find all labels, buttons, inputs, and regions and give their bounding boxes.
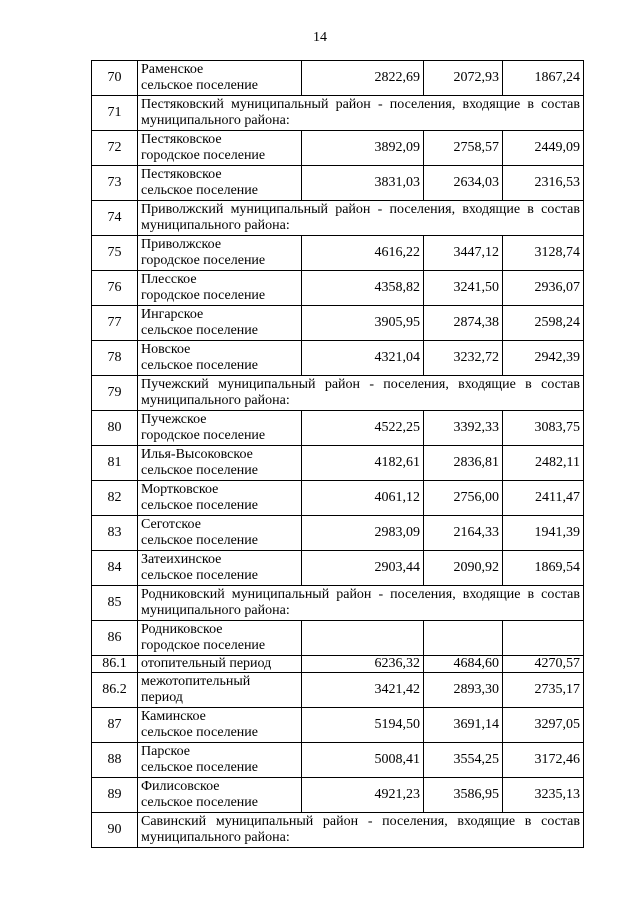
settlement-name-line: сельское поселение bbox=[141, 78, 258, 93]
settlement-name bbox=[138, 271, 302, 306]
row-number: 77 bbox=[92, 306, 138, 341]
row-number: 75 bbox=[92, 236, 138, 271]
value-cell-1: 3421,42 bbox=[302, 673, 424, 708]
value-cell-3: 2598,24 bbox=[503, 306, 584, 341]
table-row bbox=[92, 201, 584, 236]
settlement-name bbox=[138, 61, 302, 96]
value-cell-1: 4921,23 bbox=[302, 778, 424, 813]
value-cell-3: 3083,75 bbox=[503, 411, 584, 446]
value-cell-1: 3831,03 bbox=[302, 166, 424, 201]
value-cell-1: 2983,09 bbox=[302, 516, 424, 551]
value-cell-3: 1941,39 bbox=[503, 516, 584, 551]
row-number: 87 bbox=[92, 708, 138, 743]
value-cell-1: 4358,82 bbox=[302, 271, 424, 306]
settlement-name bbox=[138, 708, 302, 743]
district-heading: Савинский муниципальный район - поселения, входящие в состав муниципального района: bbox=[138, 813, 584, 848]
value-cell-1: 4522,25 bbox=[302, 411, 424, 446]
value-cell-3: 2735,17 bbox=[503, 673, 584, 708]
value-cell-3: 2411,47 bbox=[503, 481, 584, 516]
settlement-name bbox=[138, 656, 302, 673]
settlement-name-line: сельское поселение bbox=[141, 760, 258, 775]
table-row bbox=[92, 586, 584, 621]
district-heading: Родниковский муниципальный район - поселения, входящие в состав муниципального района: bbox=[138, 586, 584, 621]
value-cell-2: 2072,93 bbox=[424, 61, 503, 96]
table-row bbox=[92, 271, 584, 306]
value-cell-1: 2822,69 bbox=[302, 61, 424, 96]
row-number: 73 bbox=[92, 166, 138, 201]
settlement-name-line: Илья-Высоковское bbox=[141, 447, 253, 462]
settlement-name bbox=[138, 446, 302, 481]
row-number: 86.1 bbox=[92, 656, 138, 673]
value-cell-2: 3232,72 bbox=[424, 341, 503, 376]
value-cell-3: 2482,11 bbox=[503, 446, 584, 481]
settlement-name-line: Сеготское bbox=[141, 517, 201, 532]
value-cell-2: 2756,00 bbox=[424, 481, 503, 516]
value-cell-3: 1867,24 bbox=[503, 61, 584, 96]
settlement-name-line: Плесское bbox=[141, 272, 197, 287]
value-cell-1: 3892,09 bbox=[302, 131, 424, 166]
settlement-name-line: Родниковское bbox=[141, 622, 223, 637]
settlement-name bbox=[138, 673, 302, 708]
settlement-name bbox=[138, 166, 302, 201]
row-number: 70 bbox=[92, 61, 138, 96]
settlement-name-line: городское поселение bbox=[141, 638, 266, 653]
table-row bbox=[92, 376, 584, 411]
value-cell-3: 2316,53 bbox=[503, 166, 584, 201]
value-cell-3: 2449,09 bbox=[503, 131, 584, 166]
value-cell-2: 2874,38 bbox=[424, 306, 503, 341]
table-body bbox=[92, 61, 584, 848]
value-cell-2: 3691,14 bbox=[424, 708, 503, 743]
value-cell-2: 3554,25 bbox=[424, 743, 503, 778]
settlement-name-line: сельское поселение bbox=[141, 463, 258, 478]
district-heading: Пучежский муниципальный район - поселения, входящие в состав муниципального района: bbox=[138, 376, 584, 411]
settlement-name-line: сельское поселение bbox=[141, 498, 258, 513]
value-cell-1: 3905,95 bbox=[302, 306, 424, 341]
value-cell-3: 1869,54 bbox=[503, 551, 584, 586]
value-cell-3: 2942,39 bbox=[503, 341, 584, 376]
row-number: 85 bbox=[92, 586, 138, 621]
settlement-name-line: сельское поселение bbox=[141, 725, 258, 740]
page-number: 14 bbox=[313, 30, 327, 45]
row-number: 80 bbox=[92, 411, 138, 446]
table-row bbox=[92, 341, 584, 376]
value-cell-1: 5194,50 bbox=[302, 708, 424, 743]
settlement-name bbox=[138, 236, 302, 271]
value-cell-3: 2936,07 bbox=[503, 271, 584, 306]
table-row bbox=[92, 446, 584, 481]
row-number: 89 bbox=[92, 778, 138, 813]
settlement-name-line: Пестяковское bbox=[141, 167, 222, 182]
value-cell-2: 3586,95 bbox=[424, 778, 503, 813]
value-cell-3: 3128,74 bbox=[503, 236, 584, 271]
district-heading: Пестяковский муниципальный район - поселения, входящие в состав муниципального района: bbox=[138, 96, 584, 131]
settlement-name-line: сельское поселение bbox=[141, 183, 258, 198]
settlement-name-line: Пестяковское bbox=[141, 132, 222, 147]
row-number: 90 bbox=[92, 813, 138, 848]
settlement-name bbox=[138, 131, 302, 166]
row-number: 76 bbox=[92, 271, 138, 306]
settlement-name-line: Филисовское bbox=[141, 779, 220, 794]
settlement-name-line: городское поселение bbox=[141, 148, 266, 163]
settlement-name-line: сельское поселение bbox=[141, 323, 258, 338]
settlement-name-line: Раменское bbox=[141, 62, 204, 77]
settlement-name-line: сельское поселение bbox=[141, 358, 258, 373]
table-row bbox=[92, 673, 584, 708]
value-cell-1: 2903,44 bbox=[302, 551, 424, 586]
value-cell-2: 2893,30 bbox=[424, 673, 503, 708]
settlement-name-line: сельское поселение bbox=[141, 533, 258, 548]
value-cell-1: 6236,32 bbox=[302, 656, 424, 673]
table-row bbox=[92, 61, 584, 96]
table-row bbox=[92, 743, 584, 778]
settlement-name bbox=[138, 341, 302, 376]
row-number: 88 bbox=[92, 743, 138, 778]
value-cell-1: 5008,41 bbox=[302, 743, 424, 778]
value-cell-1: 4182,61 bbox=[302, 446, 424, 481]
settlement-name-line: Парское bbox=[141, 744, 191, 759]
row-number: 79 bbox=[92, 376, 138, 411]
value-cell-2: 2836,81 bbox=[424, 446, 503, 481]
row-number: 72 bbox=[92, 131, 138, 166]
row-number: 83 bbox=[92, 516, 138, 551]
settlement-name bbox=[138, 621, 302, 656]
value-cell-2: 3447,12 bbox=[424, 236, 503, 271]
table-row bbox=[92, 411, 584, 446]
value-cell-1 bbox=[302, 621, 424, 656]
table-row bbox=[92, 166, 584, 201]
settlement-name-line: Ингарское bbox=[141, 307, 204, 322]
value-cell-3: 3297,05 bbox=[503, 708, 584, 743]
table-row bbox=[92, 813, 584, 848]
table-row bbox=[92, 621, 584, 656]
tariff-table bbox=[91, 60, 584, 848]
row-number: 78 bbox=[92, 341, 138, 376]
value-cell-2: 3241,50 bbox=[424, 271, 503, 306]
table-row bbox=[92, 516, 584, 551]
settlement-name-line: Приволжское bbox=[141, 237, 222, 252]
value-cell-2: 2634,03 bbox=[424, 166, 503, 201]
table-row bbox=[92, 778, 584, 813]
value-cell-3: 3235,13 bbox=[503, 778, 584, 813]
settlement-name-line: городское поселение bbox=[141, 428, 266, 443]
table-row bbox=[92, 551, 584, 586]
table-row bbox=[92, 708, 584, 743]
table-row bbox=[92, 481, 584, 516]
settlement-name bbox=[138, 306, 302, 341]
row-number: 71 bbox=[92, 96, 138, 131]
settlement-name-line: сельское поселение bbox=[141, 568, 258, 583]
settlement-name bbox=[138, 481, 302, 516]
settlement-name-line: отопительный период bbox=[141, 656, 272, 671]
value-cell-2: 2164,33 bbox=[424, 516, 503, 551]
value-cell-1: 4616,22 bbox=[302, 236, 424, 271]
value-cell-3 bbox=[503, 621, 584, 656]
value-cell-2: 2758,57 bbox=[424, 131, 503, 166]
settlement-name-line: сельское поселение bbox=[141, 795, 258, 810]
settlement-name-line: период bbox=[141, 690, 183, 705]
value-cell-3: 4270,57 bbox=[503, 656, 584, 673]
settlement-name bbox=[138, 516, 302, 551]
row-number: 81 bbox=[92, 446, 138, 481]
settlement-name-line: городское поселение bbox=[141, 253, 266, 268]
district-heading: Приволжский муниципальный район - поселения, входящие в состав муниципального района: bbox=[138, 201, 584, 236]
row-number: 86.2 bbox=[92, 673, 138, 708]
table-row bbox=[92, 306, 584, 341]
row-number: 86 bbox=[92, 621, 138, 656]
settlement-name-line: Каминское bbox=[141, 709, 206, 724]
settlement-name bbox=[138, 778, 302, 813]
settlement-name bbox=[138, 743, 302, 778]
table-row bbox=[92, 656, 584, 673]
settlement-name-line: городское поселение bbox=[141, 288, 266, 303]
value-cell-3: 3172,46 bbox=[503, 743, 584, 778]
table-row bbox=[92, 96, 584, 131]
table-row bbox=[92, 236, 584, 271]
settlement-name-line: Новское bbox=[141, 342, 191, 357]
value-cell-2: 2090,92 bbox=[424, 551, 503, 586]
settlement-name-line: Пучежское bbox=[141, 412, 207, 427]
settlement-name bbox=[138, 411, 302, 446]
row-number: 82 bbox=[92, 481, 138, 516]
value-cell-1: 4321,04 bbox=[302, 341, 424, 376]
settlement-name bbox=[138, 551, 302, 586]
table-row bbox=[92, 131, 584, 166]
settlement-name-line: межотопительный bbox=[141, 674, 251, 689]
value-cell-2 bbox=[424, 621, 503, 656]
settlement-name-line: Затеихинское bbox=[141, 552, 222, 567]
settlement-name-line: Мортковское bbox=[141, 482, 219, 497]
row-number: 74 bbox=[92, 201, 138, 236]
value-cell-2: 4684,60 bbox=[424, 656, 503, 673]
value-cell-2: 3392,33 bbox=[424, 411, 503, 446]
row-number: 84 bbox=[92, 551, 138, 586]
value-cell-1: 4061,12 bbox=[302, 481, 424, 516]
